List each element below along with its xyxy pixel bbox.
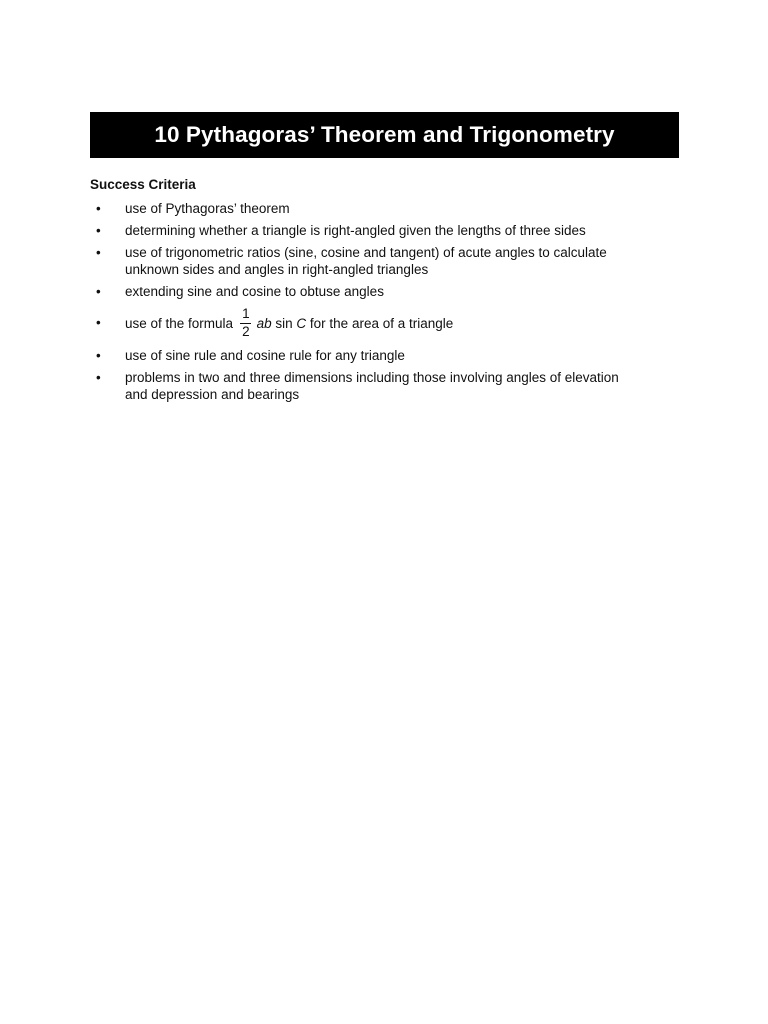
list-item <box>90 369 630 403</box>
formula-angle: C <box>296 315 307 331</box>
list-item <box>90 244 630 278</box>
title-banner <box>90 112 679 158</box>
list-item <box>90 200 630 217</box>
bullet-icon: • <box>96 201 101 216</box>
criterion-text: use of trigonometric ratios (sine, cosine and tangent) of acute angles to calculate unknown sides and angles in right-angled triangles <box>125 245 607 277</box>
bullet-icon: • <box>96 370 101 385</box>
criterion-text: problems in two and three dimensions including those involving angles of elevation and depression and bearings <box>125 370 619 402</box>
list-item <box>90 283 630 300</box>
bullet-icon: • <box>96 284 101 299</box>
bullet-icon: • <box>96 348 101 363</box>
fraction-numerator: 1 <box>242 306 250 321</box>
list-item <box>90 347 630 364</box>
half-fraction <box>240 307 252 339</box>
bullet-icon: • <box>96 315 101 330</box>
formula-function: sin <box>275 315 293 331</box>
bullet-icon: • <box>96 245 101 260</box>
formula-prefix: use of the formula <box>125 315 234 331</box>
criterion-text: determining whether a triangle is right-angled given the lengths of three sides <box>125 223 586 238</box>
criterion-text: use of Pythagoras’ theorem <box>125 201 290 216</box>
list-item <box>90 222 630 239</box>
success-criteria-heading: Success Criteria <box>90 177 196 192</box>
fraction-denominator: 2 <box>242 324 250 339</box>
bullet-icon: • <box>96 223 101 238</box>
formula-variables: ab <box>256 315 272 331</box>
formula-suffix: for the area of a triangle <box>309 315 454 331</box>
criterion-text: use of sine rule and cosine rule for any triangle <box>125 348 405 363</box>
criterion-text: extending sine and cosine to obtuse angles <box>125 284 384 299</box>
success-criteria-list <box>90 200 630 408</box>
page-title: 10 Pythagoras’ Theorem and Trigonometry <box>154 122 615 147</box>
list-item-formula <box>90 305 630 341</box>
